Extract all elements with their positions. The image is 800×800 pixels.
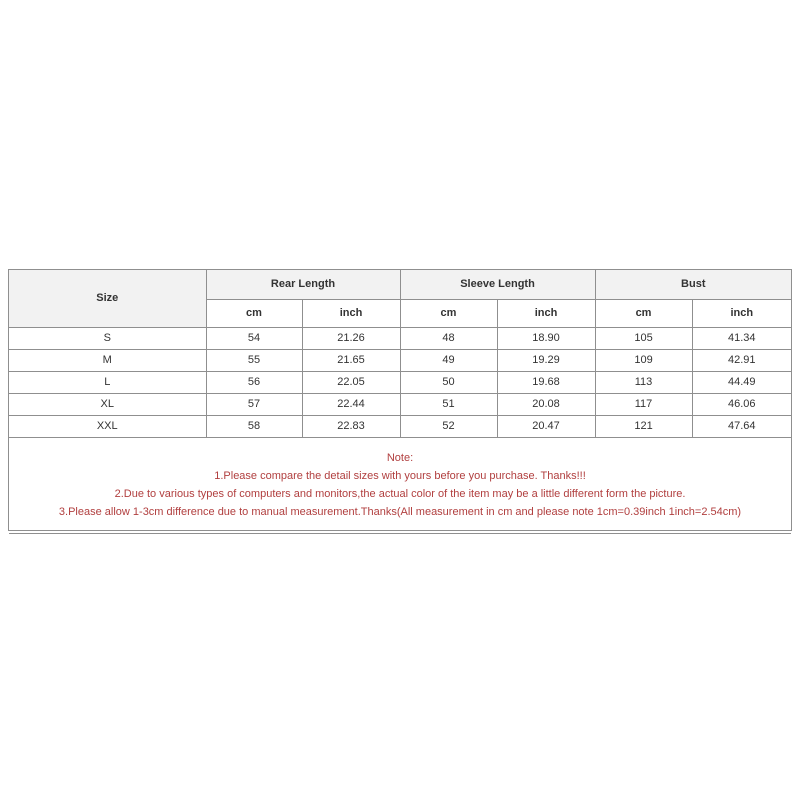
unit-header: cm [595, 299, 692, 327]
size-cell: L [9, 371, 206, 393]
unit-header: inch [302, 299, 400, 327]
note-line: 3.Please allow 1-3cm difference due to manual measurement.Thanks(All measurement in cm and please note 1cm=0.39inch 1inch=2.54cm) [58, 506, 742, 518]
size-cell: XXL [9, 415, 206, 437]
size-column-header: Size [9, 270, 206, 327]
table-cell: 22.44 [302, 393, 400, 415]
table-cell: 58 [206, 415, 302, 437]
table-cell: 19.29 [497, 349, 595, 371]
size-table [9, 270, 791, 534]
table-cell: 117 [595, 393, 692, 415]
table-cell: 57 [206, 393, 302, 415]
table-cell: 56 [206, 371, 302, 393]
table-row [9, 349, 791, 371]
bust-header: Bust [595, 270, 791, 299]
table-cell: 48 [400, 327, 497, 349]
table-cell: 42.91 [692, 349, 791, 371]
rear-length-header: Rear Length [206, 270, 400, 299]
table-header-row [9, 270, 791, 299]
table-row [9, 415, 791, 437]
table-cell: 109 [595, 349, 692, 371]
table-cell: 52 [400, 415, 497, 437]
size-cell: M [9, 349, 206, 371]
size-cell: XL [9, 393, 206, 415]
note-line: 2.Due to various types of computers and monitors,the actual color of the item may be a little different form the picture. [114, 488, 686, 500]
size-cell: S [9, 327, 206, 349]
note-block [9, 449, 791, 521]
table-row [9, 393, 791, 415]
table-cell: 21.26 [302, 327, 400, 349]
table-cell: 54 [206, 327, 302, 349]
table-cell: 21.65 [302, 349, 400, 371]
table-cell: 49 [400, 349, 497, 371]
note-line: 1.Please compare the detail sizes with yours before you purchase. Thanks!!! [214, 470, 586, 482]
table-cell: 20.47 [497, 415, 595, 437]
table-cell: 46.06 [692, 393, 791, 415]
size-chart [8, 269, 792, 531]
table-cell: 41.34 [692, 327, 791, 349]
unit-header: inch [497, 299, 595, 327]
unit-header: inch [692, 299, 791, 327]
unit-header: cm [206, 299, 302, 327]
note-row [9, 437, 791, 533]
table-cell: 113 [595, 371, 692, 393]
note-cell [9, 437, 791, 533]
table-cell: 20.08 [497, 393, 595, 415]
sleeve-length-header: Sleeve Length [400, 270, 595, 299]
table-cell: 121 [595, 415, 692, 437]
note-title: Note: [386, 452, 414, 464]
table-cell: 47.64 [692, 415, 791, 437]
table-cell: 19.68 [497, 371, 595, 393]
table-row [9, 327, 791, 349]
table-cell: 44.49 [692, 371, 791, 393]
table-cell: 50 [400, 371, 497, 393]
table-cell: 22.05 [302, 371, 400, 393]
table-cell: 18.90 [497, 327, 595, 349]
unit-header: cm [400, 299, 497, 327]
table-cell: 22.83 [302, 415, 400, 437]
table-row [9, 371, 791, 393]
table-cell: 51 [400, 393, 497, 415]
table-cell: 105 [595, 327, 692, 349]
table-cell: 55 [206, 349, 302, 371]
